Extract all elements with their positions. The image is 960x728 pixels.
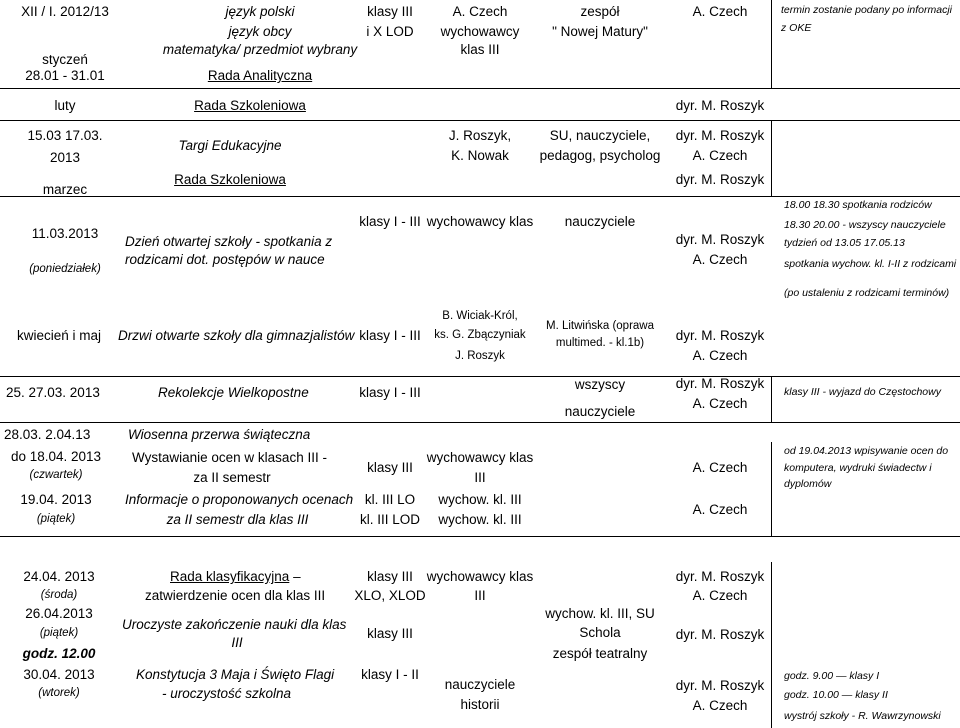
responsible-cell: dyr. M. Roszyk [675, 98, 765, 113]
teacher-cell: wychow. kl. III [438, 512, 522, 527]
event-cell: Uroczyste zakończenie nauki dla klas [122, 617, 347, 632]
note-cell: tydzień od 13.05 17.05.13 [784, 237, 905, 249]
note-cell: (po ustaleniu z rodzicami terminów) [784, 287, 950, 299]
date-cell: (wtorek) [38, 687, 80, 699]
class-cell: klasy III [367, 569, 413, 584]
group-cell: pedagog, psycholog [539, 148, 661, 163]
event-cell: Drzwi otwarte szkoły dla gimnazjalistów [118, 328, 355, 343]
teacher-cell: wychowawcy klas [426, 450, 534, 465]
date-cell: (środa) [40, 589, 78, 601]
responsible-cell: dyr. M. Roszyk [675, 328, 765, 343]
responsible-cell: dyr. M. Roszyk [675, 627, 765, 642]
event-dash: – [289, 569, 301, 584]
responsible-cell: A. Czech [692, 460, 748, 475]
class-cell: klasy I - II [361, 667, 419, 682]
group-cell: multimed. - kl.1b) [555, 337, 645, 349]
column-separator [771, 562, 772, 728]
teacher-cell: wychowawcy klas [426, 214, 534, 229]
group-cell: wszyscy [574, 377, 626, 392]
event-title: Rada klasyfikacyjna [170, 569, 290, 584]
teacher-cell: J. Roszyk, [448, 128, 512, 143]
column-separator [771, 442, 772, 536]
date-cell: 28.03. 2.04.13 [4, 427, 91, 442]
note-cell: 18.00 18.30 spotkania rodziców [784, 199, 932, 211]
date-cell: 11.03.2013 [31, 226, 99, 241]
event-cell: język polski [225, 4, 295, 19]
group-cell: nauczyciele [564, 214, 636, 229]
teacher-cell: K. Nowak [451, 148, 509, 163]
event-cell: język obcy [228, 24, 292, 39]
group-cell: SU, nauczyciele, [549, 128, 651, 143]
date-cell: 24.04. 2013 [23, 569, 95, 584]
responsible-cell: A. Czech [692, 396, 748, 411]
group-cell: historii [460, 697, 500, 712]
row-separator [0, 196, 960, 197]
date-cell: (piątek) [39, 627, 79, 639]
event-cell: matematyka/ przedmiot wybrany [162, 42, 358, 57]
date-cell: XII / I. 2012/13 [21, 4, 109, 19]
event-cell: Konstytucja 3 Maja i Święto Flagi [136, 667, 335, 682]
class-cell: klasy I - III [359, 385, 421, 400]
row-separator [0, 376, 960, 377]
date-cell: 30.04. 2013 [23, 667, 95, 682]
responsible-cell: A. Czech [692, 348, 748, 363]
event-cell: Dzień otwartej szkoły - spotkania z [125, 234, 333, 249]
note-cell: z OKE [781, 22, 812, 34]
event-cell: zatwierdzenie ocen dla klas III [145, 588, 326, 603]
teacher-cell: ks. G. Zbączyniak [434, 329, 526, 341]
note-cell: godz. 9.00 — klasy I [784, 670, 880, 682]
date-cell: 15.03 17.03. [27, 128, 103, 143]
class-cell: klasy III [367, 626, 413, 641]
group-cell: Schola [579, 625, 621, 640]
class-cell: klasy I - III [359, 328, 421, 343]
teacher-cell: III [474, 588, 486, 603]
event-cell: Rada Szkoleniowa [194, 98, 306, 113]
note-cell: spotkania wychow. kl. I-II z rodzicami [784, 258, 957, 270]
teacher-cell: A. Czech [452, 4, 508, 19]
event-cell: Rekolekcje Wielkopostne [158, 385, 309, 400]
note-cell: od 19.04.2013 wpisywanie ocen do [784, 445, 949, 457]
teacher-cell: J. Roszyk [455, 350, 505, 362]
teacher-cell: wychowawcy klas [426, 569, 534, 584]
responsible-cell: A. Czech [692, 588, 748, 603]
teacher-cell: wychowawcy [440, 24, 520, 39]
date-cell: (poniedziałek) [29, 263, 101, 275]
column-separator [771, 120, 772, 196]
column-separator [771, 0, 772, 88]
responsible-cell: A. Czech [692, 698, 748, 713]
responsible-cell: dyr. M. Roszyk [675, 128, 765, 143]
event-cell: III [231, 635, 243, 650]
date-cell: styczeń [42, 52, 88, 67]
class-cell: i X LOD [366, 24, 414, 39]
note-cell: wystrój szkoły - R. Wawrzynowski [784, 710, 941, 722]
note-cell: 18.30 20.00 - wszyscy nauczyciele [784, 219, 946, 231]
teacher-cell: klas III [460, 42, 500, 57]
class-cell: kl. III LOD [359, 512, 420, 527]
responsible-cell: A. Czech [692, 148, 748, 163]
responsible-cell: dyr. M. Roszyk [675, 232, 765, 247]
event-cell: Rada Szkoleniowa [174, 172, 286, 187]
group-cell: wychow. kl. III, SU [545, 606, 655, 621]
event-cell: Rada Analityczna [207, 68, 313, 83]
date-cell: (piątek) [36, 513, 76, 525]
responsible-cell: dyr. M. Roszyk [675, 569, 765, 584]
date-cell: 28.01 - 31.01 [25, 68, 105, 83]
responsible-cell: dyr. M. Roszyk [675, 172, 765, 187]
row-separator [0, 88, 960, 89]
class-cell: klasy III [367, 460, 413, 475]
responsible-cell: dyr. M. Roszyk [675, 376, 765, 391]
event-cell [170, 569, 301, 585]
row-separator [0, 422, 960, 423]
group-cell: " Nowej Matury" [552, 24, 648, 39]
date-cell: marzec [42, 182, 88, 197]
event-cell: rodzicami dot. postępów w nauce [125, 252, 325, 267]
event-cell: Targi Edukacyjne [178, 138, 282, 153]
teacher-cell: B. Wiciak-Król, [442, 310, 518, 322]
row-separator [0, 536, 960, 537]
teacher-cell: III [474, 470, 486, 485]
event-cell: - uroczystość szkolna [162, 686, 292, 701]
group-cell: nauczyciele [564, 404, 636, 419]
group-cell: zespół [580, 4, 620, 19]
event-cell: za II semestr dla klas III [166, 512, 309, 527]
event-cell: za II semestr [193, 470, 271, 485]
date-cell: 26.04.2013 [25, 606, 93, 621]
date-cell: godz. 12.00 [22, 646, 96, 661]
responsible-cell: A. Czech [692, 502, 748, 517]
teacher-cell: wychow. kl. III [438, 492, 522, 507]
class-cell: kl. III LO [364, 492, 416, 507]
group-cell: nauczyciele [444, 677, 516, 692]
note-cell: klasy III - wyjazd do Częstochowy [784, 386, 941, 398]
date-cell: (czwartek) [29, 469, 83, 481]
group-cell: M. Litwińska (oprawa [545, 320, 654, 332]
responsible-cell: A. Czech [692, 252, 748, 267]
note-cell: dyplomów [784, 478, 832, 490]
date-cell: 25. 27.03. 2013 [6, 385, 100, 400]
class-cell: XLO, XLOD [354, 588, 426, 603]
event-cell: Wystawianie ocen w klasach III - [132, 450, 327, 465]
column-separator [771, 376, 772, 422]
date-cell: 19.04. 2013 [20, 492, 92, 507]
responsible-cell: dyr. M. Roszyk [675, 678, 765, 693]
date-cell: 2013 [49, 150, 81, 165]
event-cell: Wiosenna przerwa świąteczna [128, 427, 311, 442]
group-cell: zespół teatralny [552, 646, 648, 661]
note-cell: komputera, wydruki świadectw i [784, 462, 932, 474]
date-cell: luty [54, 98, 76, 113]
responsible-cell: A. Czech [692, 4, 748, 19]
class-cell: klasy III [367, 4, 413, 19]
note-cell: godz. 10.00 — klasy II [784, 689, 888, 701]
event-cell: Informacje o proponowanych ocenach [125, 492, 354, 507]
row-separator [0, 120, 960, 121]
class-cell: klasy I - III [359, 214, 421, 229]
date-cell: do 18.04. 2013 [10, 449, 102, 464]
date-cell: kwiecień i maj [16, 328, 102, 343]
note-cell: termin zostanie podany po informacji [781, 4, 953, 16]
